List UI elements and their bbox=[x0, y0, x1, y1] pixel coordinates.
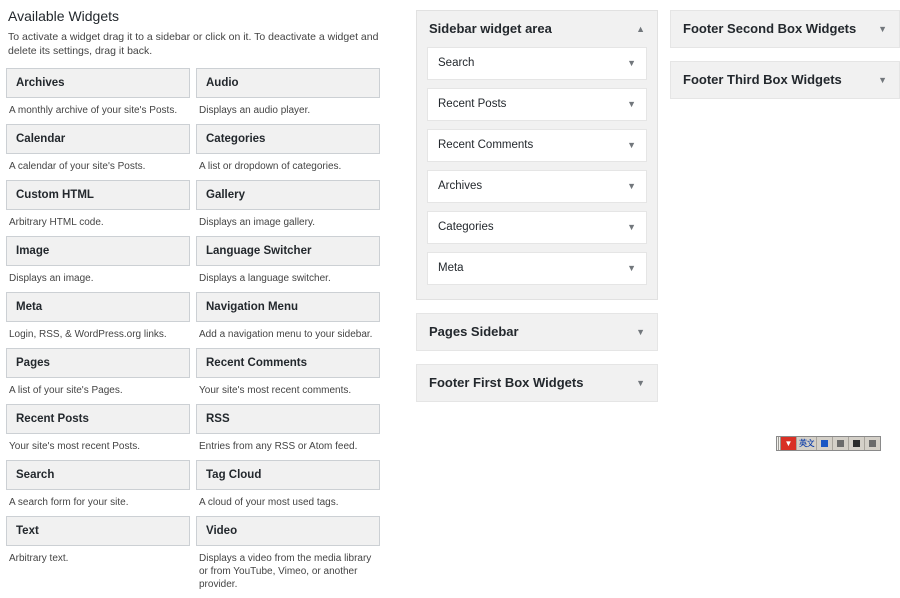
sidebar-widget-search[interactable] bbox=[427, 47, 647, 80]
widget-card bbox=[6, 236, 190, 285]
sidebar-widget-title: Categories bbox=[438, 221, 494, 233]
widget-custom-html[interactable]: Custom HTML bbox=[6, 180, 190, 210]
chevron-down-icon[interactable]: ▼ bbox=[878, 23, 887, 34]
sidebar-title: Sidebar widget area bbox=[429, 21, 552, 36]
widget-description: Entries from any RSS or Atom feed. bbox=[199, 441, 358, 452]
widget-card bbox=[196, 68, 380, 117]
widget-description: A calendar of your site's Posts. bbox=[9, 161, 146, 172]
widget-card bbox=[196, 292, 380, 341]
sidebar-widget-title: Recent Posts bbox=[438, 98, 507, 110]
chevron-down-icon[interactable]: ▼ bbox=[627, 222, 636, 232]
widget-navigation-menu[interactable]: Navigation Menu bbox=[196, 292, 380, 322]
widget-description: Displays a video from the media library or from YouTube, Vimeo, or another provider. bbox=[199, 553, 372, 590]
chevron-up-icon[interactable]: ▲ bbox=[636, 23, 645, 34]
widget-gallery[interactable]: Gallery bbox=[196, 180, 380, 210]
widget-card bbox=[196, 180, 380, 229]
chevron-down-icon[interactable]: ▼ bbox=[636, 377, 645, 388]
widget-video[interactable]: Video bbox=[196, 516, 380, 546]
widget-archives[interactable]: Archives bbox=[6, 68, 190, 98]
page-title: Available Widgets bbox=[8, 8, 120, 24]
widget-description: A monthly archive of your site's Posts. bbox=[9, 105, 178, 116]
sidebar-panel-footer-second-box-widgets bbox=[670, 10, 900, 48]
sidebar-header-toggle[interactable] bbox=[671, 11, 899, 47]
widget-audio[interactable]: Audio bbox=[196, 68, 380, 98]
widget-card bbox=[196, 236, 380, 285]
widget-description: A search form for your site. bbox=[9, 497, 129, 508]
widget-search[interactable]: Search bbox=[6, 460, 190, 490]
widget-categories[interactable]: Categories bbox=[196, 124, 380, 154]
widget-card bbox=[6, 348, 190, 397]
toolbox-icon[interactable] bbox=[849, 437, 865, 450]
sidebar-panel-footer-first-box-widgets bbox=[416, 364, 658, 402]
sidebar-widget-title: Meta bbox=[438, 262, 464, 274]
available-widgets-grid bbox=[6, 68, 386, 598]
widget-description: Displays an image. bbox=[9, 273, 94, 284]
available-widgets-panel bbox=[6, 8, 402, 598]
widget-card bbox=[6, 180, 190, 229]
sidebar-widget-meta[interactable] bbox=[427, 252, 647, 285]
sidebar-header-toggle[interactable] bbox=[417, 314, 657, 350]
widget-card bbox=[6, 516, 190, 591]
sidebar-widget-recent-comments[interactable] bbox=[427, 129, 647, 162]
widget-description: Arbitrary HTML code. bbox=[9, 217, 104, 228]
widget-image[interactable]: Image bbox=[6, 236, 190, 266]
sidebar-widget-title: Archives bbox=[438, 180, 483, 192]
chevron-down-icon[interactable]: ▼ bbox=[878, 74, 887, 85]
widget-description: Your site's most recent Posts. bbox=[9, 441, 141, 452]
widget-card bbox=[6, 292, 190, 341]
widget-recent-comments[interactable]: Recent Comments bbox=[196, 348, 380, 378]
widget-description: Login, RSS, & WordPress.org links. bbox=[9, 329, 167, 340]
widget-description: A list or dropdown of categories. bbox=[199, 161, 342, 172]
widget-description: Displays an image gallery. bbox=[199, 217, 315, 228]
widget-card bbox=[196, 460, 380, 509]
widget-description: A cloud of your most used tags. bbox=[199, 497, 339, 508]
sidebar-title: Footer First Box Widgets bbox=[429, 375, 584, 390]
widget-description: Arbitrary text. bbox=[9, 553, 69, 564]
sidebar-title: Footer Third Box Widgets bbox=[683, 72, 842, 87]
sidebar-panel-pages-sidebar bbox=[416, 313, 658, 351]
sidebar-widget-list bbox=[417, 47, 657, 285]
available-widgets-description: To activate a widget drag it to a sidebar or click on it. To deactivate a widget and delete its settings, drag it back. bbox=[8, 31, 379, 57]
widget-text[interactable]: Text bbox=[6, 516, 190, 546]
widget-description: A list of your site's Pages. bbox=[9, 385, 123, 396]
sidebar-header-toggle[interactable] bbox=[417, 11, 657, 47]
punctuation-icon[interactable] bbox=[833, 437, 849, 450]
widget-card bbox=[6, 404, 190, 453]
widget-card bbox=[6, 460, 190, 509]
widget-rss[interactable]: RSS bbox=[196, 404, 380, 434]
options-icon[interactable] bbox=[865, 437, 880, 450]
sidebar-header-toggle[interactable] bbox=[417, 365, 657, 401]
chevron-down-icon[interactable]: ▼ bbox=[636, 326, 645, 337]
sidebar-title: Pages Sidebar bbox=[429, 324, 519, 339]
sidebar-panel-footer-third-box-widgets bbox=[670, 61, 900, 99]
widget-description: Displays an audio player. bbox=[199, 105, 311, 116]
chinese-mode-button[interactable]: 英文 bbox=[797, 437, 817, 450]
sidebar-widget-categories[interactable] bbox=[427, 211, 647, 244]
sidebars-column bbox=[416, 10, 658, 415]
widget-card bbox=[6, 124, 190, 173]
keyboard-icon[interactable] bbox=[817, 437, 833, 450]
widget-meta[interactable]: Meta bbox=[6, 292, 190, 322]
widget-description: Displays a language switcher. bbox=[199, 273, 331, 284]
sidebar-widget-archives[interactable] bbox=[427, 170, 647, 203]
widget-description: Add a navigation menu to your sidebar. bbox=[199, 329, 373, 340]
sidebar-widget-recent-posts[interactable] bbox=[427, 88, 647, 121]
sidebar-title: Footer Second Box Widgets bbox=[683, 21, 857, 36]
ime-logo-icon[interactable]: ▼ bbox=[781, 437, 797, 450]
sidebar-panel-sidebar-widget-area bbox=[416, 10, 658, 300]
widget-card bbox=[196, 348, 380, 397]
chevron-down-icon[interactable]: ▼ bbox=[627, 99, 636, 109]
widget-description: Your site's most recent comments. bbox=[199, 385, 352, 396]
widget-pages[interactable]: Pages bbox=[6, 348, 190, 378]
widget-card bbox=[6, 68, 190, 117]
widget-tag-cloud[interactable]: Tag Cloud bbox=[196, 460, 380, 490]
chevron-down-icon[interactable]: ▼ bbox=[627, 181, 636, 191]
widget-card bbox=[196, 516, 380, 591]
widget-calendar[interactable]: Calendar bbox=[6, 124, 190, 154]
sidebar-widget-title: Search bbox=[438, 57, 475, 69]
widget-card bbox=[196, 124, 380, 173]
chevron-down-icon[interactable]: ▼ bbox=[627, 58, 636, 68]
chevron-down-icon[interactable]: ▼ bbox=[627, 263, 636, 273]
widget-language-switcher[interactable]: Language Switcher bbox=[196, 236, 380, 266]
widget-card bbox=[196, 404, 380, 453]
chevron-down-icon[interactable]: ▼ bbox=[627, 140, 636, 150]
ime-language-bar[interactable] bbox=[776, 436, 881, 451]
footer-sidebars-column bbox=[670, 10, 900, 112]
sidebar-header-toggle[interactable] bbox=[671, 62, 899, 98]
widget-recent-posts[interactable]: Recent Posts bbox=[6, 404, 190, 434]
sidebar-widget-title: Recent Comments bbox=[438, 139, 534, 151]
